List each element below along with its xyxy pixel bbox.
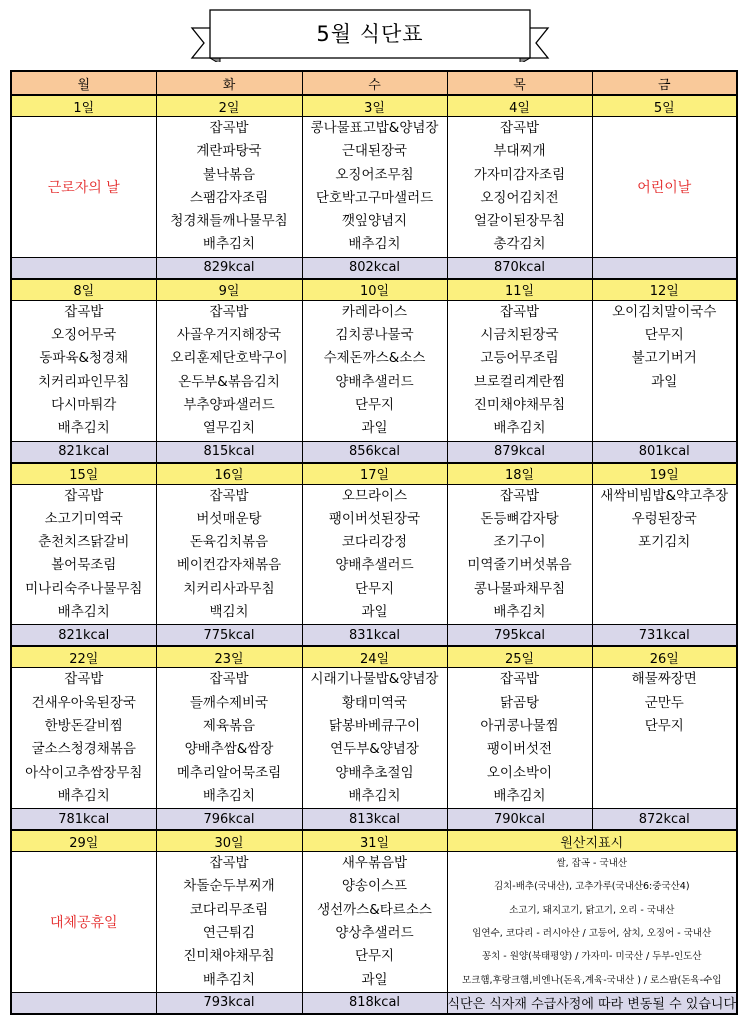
menu-item: 아삭이고추쌈장무침 [25,764,143,781]
menu-item: 수제돈까스&소스 [323,350,426,367]
menu-cell [11,668,156,809]
menu-item: 부추양파샐러드 [183,396,275,413]
origin-note: 식단은 식자재 수급사정에 따라 변동될 수 있습니다 [447,992,737,1014]
holiday-cell [592,117,737,258]
title-banner [190,4,550,62]
menu-item: 열무김치 [202,420,256,437]
calorie-cell [11,992,156,1014]
menu-item: 치커리사과무침 [183,580,275,597]
menu-item: 포기김치 [638,534,691,551]
menu-cell [156,300,302,441]
calorie-row [11,625,737,647]
menu-item: 스팸감자조림 [189,189,269,206]
menu-item: 생선까스&타르소스 [317,901,432,918]
menu-item: 잡곡밥 [499,303,540,320]
menu-item: 메추리알어묵조림 [176,764,282,781]
menu-item: 닭곰탕 [499,694,540,711]
menu-cell [156,484,302,625]
origin-cell [447,852,737,993]
calorie-cell: 790kcal [447,809,592,831]
menu-item: 베이컨감자채볶음 [176,557,282,574]
menu-cell [11,300,156,441]
menu-item: 단무지 [644,327,684,344]
menu-item: 양송이스프 [341,878,408,895]
menu-item: 배추김치 [493,604,546,621]
date-cell: 8일 [11,279,156,301]
weekday-tue: 화 [156,71,302,95]
date-cell: 26일 [592,646,737,668]
menu-item: 버섯매운탕 [196,510,262,527]
menu-cell [447,117,592,258]
date-row [11,95,737,117]
menu-item: 해물짜장면 [631,671,697,688]
date-cell: 3일 [302,95,447,117]
menu-item: 잡곡밥 [209,120,249,136]
calorie-cell: 802kcal [302,257,447,279]
menu-item: 오이소박이 [486,764,553,781]
date-cell: 16일 [156,463,302,485]
menu-item: 잡곡밥 [499,120,540,136]
date-cell: 24일 [302,646,447,668]
holiday-label: 어린이날 [637,179,692,196]
date-cell: 1일 [11,95,156,117]
menu-cell [302,117,447,258]
menu-item: 근대된장국 [341,143,408,160]
date-cell: 18일 [447,463,592,485]
origin-line: 김치-배추(국내산), 고추가루(국내산6:중국산4) [493,881,690,893]
menu-item: 잡곡밥 [64,671,104,688]
weekday-mon: 월 [11,71,156,95]
menu-item: 단무지 [354,396,395,413]
menu-item: 양배추초절임 [335,764,414,781]
calorie-cell [592,257,737,279]
menu-row [11,852,737,993]
menu-item: 새싹비빔밥&약고추장 [600,487,729,504]
menu-row [11,117,737,258]
menu-cell [592,484,737,625]
date-row [11,279,737,301]
menu-item: 돈등뼈감자탕 [480,510,559,527]
menu-item: 잡곡밥 [209,855,249,872]
date-cell: 2일 [156,95,302,117]
calorie-cell: 796kcal [156,809,302,831]
menu-item: 새우볶음밥 [341,855,408,872]
date-row [11,830,737,852]
calorie-row [11,809,737,831]
holiday-cell [11,852,156,993]
menu-item: 오므라이스 [341,487,408,504]
weekday-thu: 목 [447,71,592,95]
menu-item: 배추김치 [57,604,110,621]
menu-item: 잡곡밥 [209,303,249,320]
menu-item: 단무지 [354,948,395,965]
menu-row [11,300,737,441]
calorie-cell: 818kcal [302,992,447,1014]
menu-item: 코다리강정 [341,534,408,551]
menu-cell [156,668,302,809]
menu-item: 부대찌개 [493,143,546,160]
menu-item: 춘천치즈닭갈비 [38,534,130,551]
menu-item: 오이김치말이국수 [612,303,717,320]
calorie-cell: 813kcal [302,809,447,831]
menu-item: 계란파탕국 [196,143,262,160]
date-cell: 11일 [447,279,592,301]
origin-line: 소고기, 돼지고기, 닭고기, 오리 - 국내산 [509,904,675,916]
menu-item: 연근튀김 [202,925,256,942]
menu-item: 총각김치 [493,236,546,253]
menu-row [11,668,737,809]
menu-item: 오징어조무침 [335,166,414,183]
calorie-cell: 781kcal [11,809,156,831]
calorie-cell: 815kcal [156,441,302,463]
date-cell: 12일 [592,279,737,301]
menu-item: 깻잎양념지 [341,213,408,230]
menu-item: 얼갈이된장무침 [473,213,566,230]
calorie-cell: 856kcal [302,441,447,463]
menu-item: 조기구이 [493,534,546,551]
menu-item: 잡곡밥 [209,671,249,688]
menu-item: 코다리무조림 [189,901,269,918]
menu-item: 오징어김치전 [480,189,559,206]
menu-item: 배추김치 [348,787,401,804]
menu-item: 배추김치 [57,787,110,804]
menu-item: 팽이버섯전 [486,741,553,758]
calorie-row [11,257,737,279]
calorie-cell: 821kcal [11,441,156,463]
menu-cell [302,300,447,441]
menu-item: 한방돈갈비찜 [44,717,123,734]
calorie-cell [11,257,156,279]
date-cell: 22일 [11,646,156,668]
date-cell: 25일 [447,646,592,668]
menu-item: 청경채들깨나물무침 [170,213,288,230]
origin-header: 원산지표시 [447,830,737,852]
calorie-row [11,992,737,1014]
origin-line: 쌀, 잡곡 - 국내산 [556,858,628,870]
date-row [11,646,737,668]
date-cell: 4일 [447,95,592,117]
calorie-cell: 793kcal [156,992,302,1014]
menu-item: 제육볶음 [202,717,256,734]
calorie-cell: 731kcal [592,625,737,647]
date-cell: 10일 [302,279,447,301]
menu-item: 배추김치 [493,787,546,804]
menu-item: 온두부&볶음김치 [178,373,280,390]
weekday-wed: 수 [302,71,447,95]
menu-cell [302,852,447,993]
menu-item: 시래기나물밥&양념장 [310,671,439,688]
menu-cell [447,484,592,625]
menu-item: 배추김치 [348,236,401,253]
menu-cell [592,300,737,441]
menu-item: 닭봉바베큐구이 [328,717,421,734]
calorie-cell: 829kcal [156,257,302,279]
menu-item: 브로컬리계란찜 [473,373,566,390]
menu-cell [11,484,156,625]
origin-line: 꽁치 - 원양(북태평양) / 가자미- 미국산 / 두부-인도산 [481,951,702,963]
date-row [11,463,737,485]
menu-item: 연두부&양념장 [330,741,419,758]
menu-item: 배추김치 [202,787,256,804]
menu-item: 미나리숙주나물무침 [25,580,143,597]
menu-item: 황태미역국 [341,694,408,711]
menu-item: 과일 [361,604,388,621]
menu-item: 가자미감자조림 [473,166,566,183]
date-cell: 31일 [302,830,447,852]
menu-item: 양배추샐러드 [335,557,414,574]
menu-item: 팽이버섯된장국 [328,510,421,527]
origin-line: 임연수, 코다리 - 러시아산 / 고등어, 삼치, 오징어 - 국내산 [472,928,712,940]
menu-item: 양배추쌈&쌈장 [184,741,274,758]
menu-item: 진미채야채무침 [183,948,275,965]
calorie-cell: 879kcal [447,441,592,463]
calorie-cell: 870kcal [447,257,592,279]
menu-item: 사골우거지해장국 [176,327,282,344]
menu-item: 양배추샐러드 [335,373,414,390]
calorie-cell: 795kcal [447,625,592,647]
menu-item: 들깨수제비국 [189,694,269,711]
menu-item: 양상추샐러드 [335,925,414,942]
menu-item: 배추김치 [202,971,256,988]
calorie-row [11,441,737,463]
menu-item: 콩나물표고밥&양념장 [310,120,439,136]
calorie-cell: 775kcal [156,625,302,647]
date-cell: 19일 [592,463,737,485]
menu-item: 단무지 [354,580,395,597]
menu-item: 잡곡밥 [499,671,540,688]
menu-cell [156,117,302,258]
menu-row [11,484,737,625]
menu-item: 진미채야채무침 [473,396,566,413]
menu-item: 과일 [361,420,388,437]
menu-item: 고등어무조림 [480,350,559,367]
holiday-cell [11,117,156,258]
menu-item: 김치콩나물국 [335,327,414,344]
menu-cell [447,300,592,441]
menu-item: 돈육김치볶음 [189,534,269,551]
menu-cell [447,668,592,809]
menu-item: 차돌순두부찌개 [183,878,275,895]
date-cell: 5일 [592,95,737,117]
menu-item: 콩나물파채무침 [473,580,566,597]
date-cell: 15일 [11,463,156,485]
menu-item: 단호박고구마샐러드 [315,189,434,206]
menu-cell [592,668,737,809]
menu-item: 배추김치 [493,420,546,437]
date-cell: 17일 [302,463,447,485]
calorie-cell: 831kcal [302,625,447,647]
holiday-label: 대체공휴일 [49,915,118,932]
date-cell: 23일 [156,646,302,668]
menu-item: 잡곡밥 [499,487,540,504]
menu-item: 시금치된장국 [480,327,559,344]
menu-cell [156,852,302,993]
menu-item: 미역줄기버섯볶음 [467,557,572,574]
menu-item: 오징어무국 [51,327,117,344]
menu-item: 백김치 [209,604,249,621]
menu-item: 잡곡밥 [209,487,249,504]
menu-item: 치커리파인무침 [38,373,130,390]
menu-item: 소고기미역국 [44,510,123,527]
date-cell: 29일 [11,830,156,852]
menu-item: 볼어묵조림 [51,557,117,574]
origin-line: 모크햄,후랑크햄,비엔나(돈육,계육-국내산 ) / 로스팜(돈육-수입 [461,974,722,986]
meal-table [10,70,738,1015]
weekday-header-row [11,71,737,95]
menu-item: 불낙볶음 [202,166,256,183]
menu-item: 아귀콩나물찜 [480,717,559,734]
menu-item: 굴소스청경채볶음 [31,741,136,758]
menu-item: 카레라이스 [341,303,408,320]
calorie-cell: 821kcal [11,625,156,647]
menu-item: 불고기버거 [631,350,697,367]
menu-item: 단무지 [644,717,684,734]
menu-item: 건새우아욱된장국 [31,694,136,711]
menu-item: 배추김치 [202,236,256,253]
weekday-fri: 금 [592,71,737,95]
menu-item: 오리훈제단호박구이 [170,350,288,367]
menu-item: 잡곡밥 [64,487,104,504]
menu-item: 우렁된장국 [631,510,697,527]
menu-item: 배추김치 [57,420,110,437]
menu-cell [302,484,447,625]
calorie-cell: 872kcal [592,809,737,831]
menu-cell [302,668,447,809]
date-cell: 9일 [156,279,302,301]
menu-item: 과일 [361,971,388,988]
holiday-label: 근로자의 날 [47,179,120,196]
menu-item: 잡곡밥 [64,303,104,320]
calorie-cell: 801kcal [592,441,737,463]
menu-item: 과일 [651,373,678,390]
menu-item: 다시마튀각 [51,396,117,413]
page-title: 5월 식단표 [316,22,424,46]
date-cell: 30일 [156,830,302,852]
menu-item: 동파육&청경채 [39,350,129,367]
menu-item: 군만두 [644,694,684,711]
